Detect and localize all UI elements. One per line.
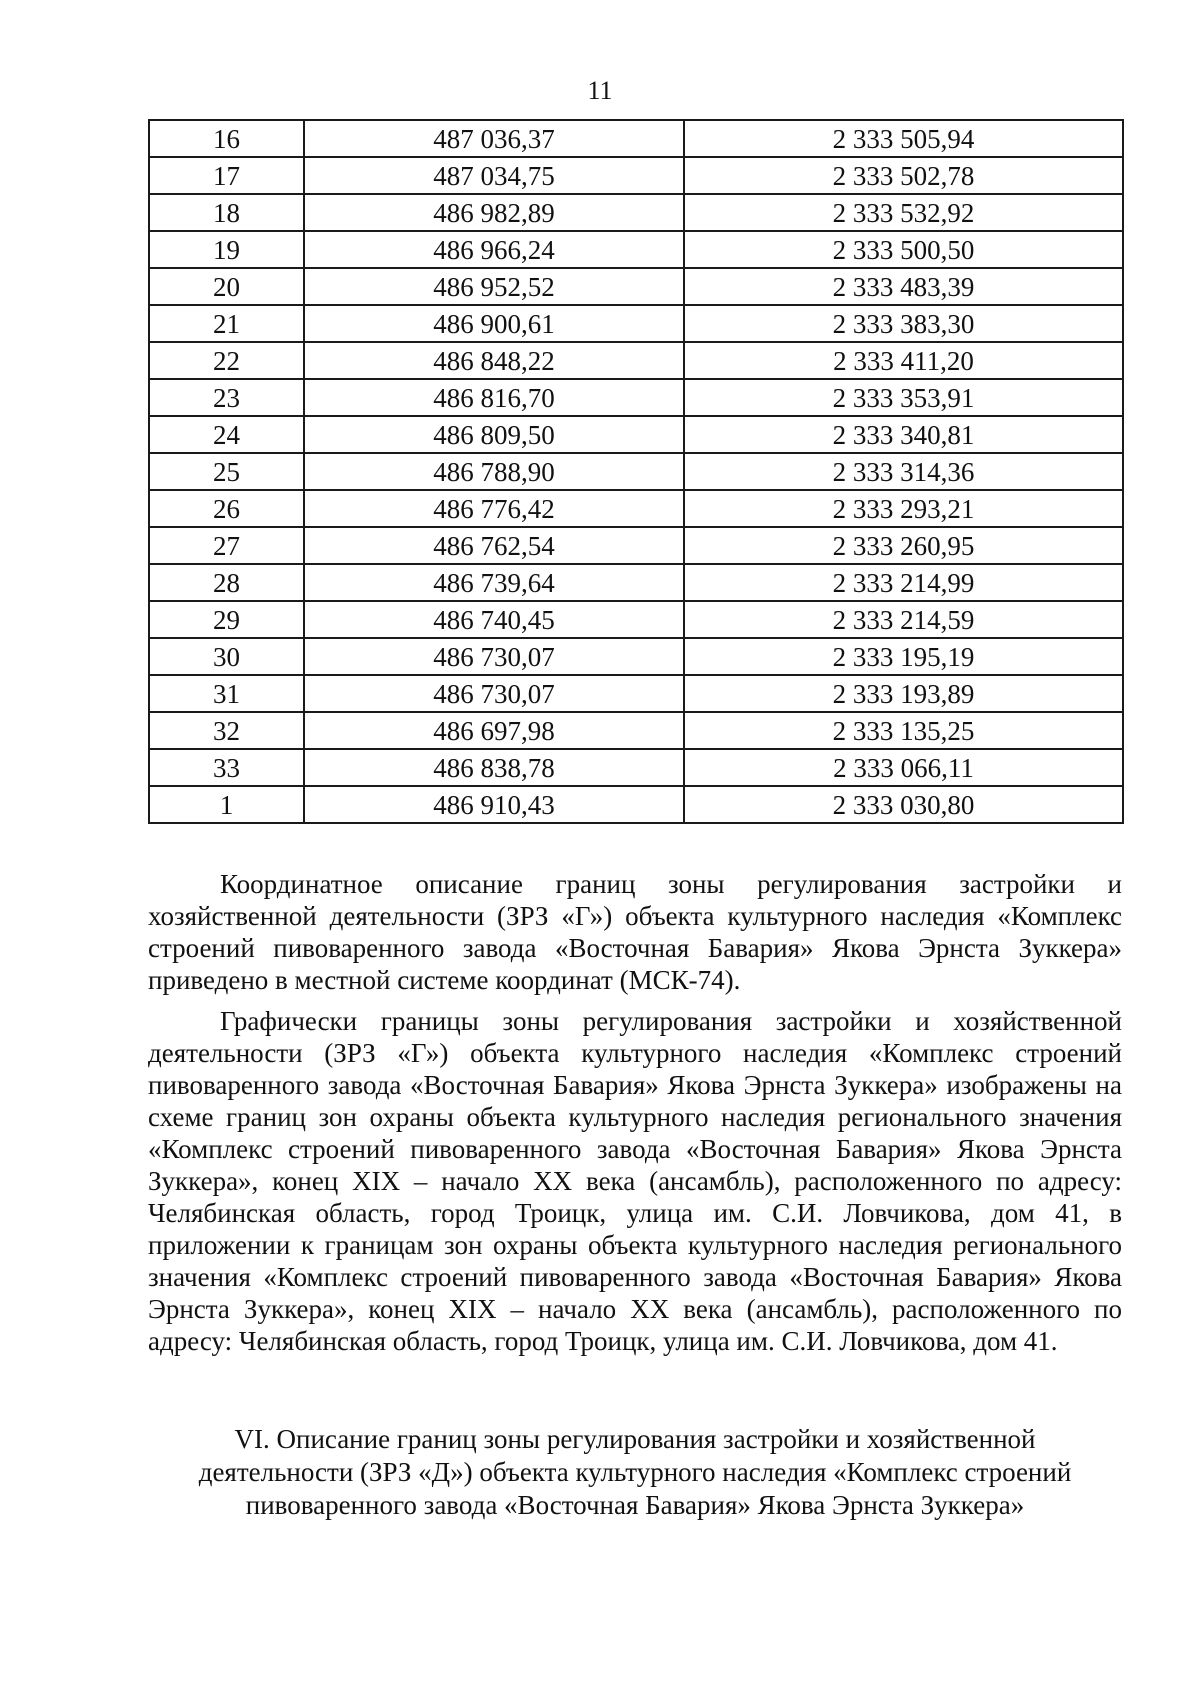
x-coordinate-cell: 486 816,70 (304, 379, 684, 416)
y-coordinate-cell: 2 333 030,80 (684, 786, 1123, 823)
table-row (149, 749, 1123, 786)
table-row (149, 638, 1123, 675)
coordinates-table (148, 119, 1124, 824)
point-number-cell: 24 (149, 416, 304, 453)
point-number-cell: 17 (149, 157, 304, 194)
x-coordinate-cell: 487 034,75 (304, 157, 684, 194)
point-number-cell: 28 (149, 564, 304, 601)
x-coordinate-cell: 486 788,90 (304, 453, 684, 490)
x-coordinate-cell: 486 697,98 (304, 712, 684, 749)
point-number-cell: 19 (149, 231, 304, 268)
table-row (149, 231, 1123, 268)
point-number-cell: 21 (149, 305, 304, 342)
point-number-cell: 18 (149, 194, 304, 231)
table-row (149, 379, 1123, 416)
table-row (149, 527, 1123, 564)
point-number-cell: 25 (149, 453, 304, 490)
y-coordinate-cell: 2 333 214,99 (684, 564, 1123, 601)
table-row (149, 490, 1123, 527)
x-coordinate-cell: 486 762,54 (304, 527, 684, 564)
table-row (149, 194, 1123, 231)
y-coordinate-cell: 2 333 293,21 (684, 490, 1123, 527)
y-coordinate-cell: 2 333 260,95 (684, 527, 1123, 564)
point-number-cell: 31 (149, 675, 304, 712)
y-coordinate-cell: 2 333 135,25 (684, 712, 1123, 749)
table-row (149, 786, 1123, 823)
table-row (149, 416, 1123, 453)
point-number-cell: 23 (149, 379, 304, 416)
y-coordinate-cell: 2 333 505,94 (684, 120, 1123, 157)
x-coordinate-cell: 486 900,61 (304, 305, 684, 342)
y-coordinate-cell: 2 333 502,78 (684, 157, 1123, 194)
table-row (149, 157, 1123, 194)
x-coordinate-cell: 487 036,37 (304, 120, 684, 157)
y-coordinate-cell: 2 333 383,30 (684, 305, 1123, 342)
x-coordinate-cell: 486 730,07 (304, 675, 684, 712)
section-heading-line: деятельности (ЗРЗ «Д») объекта культурного наследия «Комплекс строений (198, 1457, 1072, 1487)
x-coordinate-cell: 486 982,89 (304, 194, 684, 231)
table-row (149, 601, 1123, 638)
coordinate-description-paragraph: Координатное описание границ зоны регулирования застройки и хозяйственной деятельности (ЗРЗ «Г») объекта культурного наследия «Комплекс строений пивоваренного завода «Восточная Бавария» Якова Эрнста Зуккера» приведено в местной системе координат (МСК-74). (148, 869, 1122, 995)
point-number-cell: 30 (149, 638, 304, 675)
graphic-boundaries-paragraph: Графически границы зоны регулирования застройки и хозяйственной деятельности (ЗРЗ «Г») объекта культурного наследия «Комплекс строений пивоваренного завода «Восточная Бавария» Якова Эрнста Зуккера» изображены на схеме границ зон охраны объекта культурного наследия регионального значения «Комплекс строений пивоваренного завода «Восточная Бавария» Якова Эрнста Зуккера», конец XIX – начало XX века (ансамбль), расположенного по адресу: Челябинская область, город Троицк, улица им. С.И. Ловчикова, дом 41, в приложении к границам зон охраны объекта культурного наследия регионального значения «Комплекс строений пивоваренного завода «Восточная Бавария» Якова Эрнста Зуккера», конец XIX – начало XX века (ансамбль), расположенного по адресу: Челябинская область, город Троицк, улица им. С.И. Ловчикова, дом 41. (148, 1006, 1122, 1356)
table-row (149, 120, 1123, 157)
y-coordinate-cell: 2 333 314,36 (684, 453, 1123, 490)
point-number-cell: 22 (149, 342, 304, 379)
y-coordinate-cell: 2 333 340,81 (684, 416, 1123, 453)
section-heading-line: VI. Описание границ зоны регулирования застройки и хозяйственной (234, 1424, 1036, 1454)
table-row (149, 564, 1123, 601)
y-coordinate-cell: 2 333 353,91 (684, 379, 1123, 416)
table-row (149, 268, 1123, 305)
point-number-cell: 26 (149, 490, 304, 527)
point-number-cell: 27 (149, 527, 304, 564)
x-coordinate-cell: 486 776,42 (304, 490, 684, 527)
point-number-cell: 1 (149, 786, 304, 823)
section-heading-line: пивоваренного завода «Восточная Бавария» Якова Эрнста Зуккера» (245, 1490, 1025, 1520)
table-row (149, 342, 1123, 379)
y-coordinate-cell: 2 333 195,19 (684, 638, 1123, 675)
y-coordinate-cell: 2 333 066,11 (684, 749, 1123, 786)
point-number-cell: 32 (149, 712, 304, 749)
y-coordinate-cell: 2 333 483,39 (684, 268, 1123, 305)
y-coordinate-cell: 2 333 193,89 (684, 675, 1123, 712)
y-coordinate-cell: 2 333 532,92 (684, 194, 1123, 231)
point-number-cell: 16 (149, 120, 304, 157)
x-coordinate-cell: 486 739,64 (304, 564, 684, 601)
x-coordinate-cell: 486 910,43 (304, 786, 684, 823)
x-coordinate-cell: 486 809,50 (304, 416, 684, 453)
x-coordinate-cell: 486 848,22 (304, 342, 684, 379)
x-coordinate-cell: 486 952,52 (304, 268, 684, 305)
point-number-cell: 29 (149, 601, 304, 638)
table-row (149, 675, 1123, 712)
x-coordinate-cell: 486 966,24 (304, 231, 684, 268)
page-number: 11 (587, 76, 613, 105)
x-coordinate-cell: 486 740,45 (304, 601, 684, 638)
y-coordinate-cell: 2 333 500,50 (684, 231, 1123, 268)
table-row (149, 305, 1123, 342)
table-row (149, 453, 1123, 490)
section-heading (148, 1423, 1122, 1522)
x-coordinate-cell: 486 838,78 (304, 749, 684, 786)
point-number-cell: 33 (149, 749, 304, 786)
table-row (149, 712, 1123, 749)
y-coordinate-cell: 2 333 411,20 (684, 342, 1123, 379)
x-coordinate-cell: 486 730,07 (304, 638, 684, 675)
y-coordinate-cell: 2 333 214,59 (684, 601, 1123, 638)
point-number-cell: 20 (149, 268, 304, 305)
